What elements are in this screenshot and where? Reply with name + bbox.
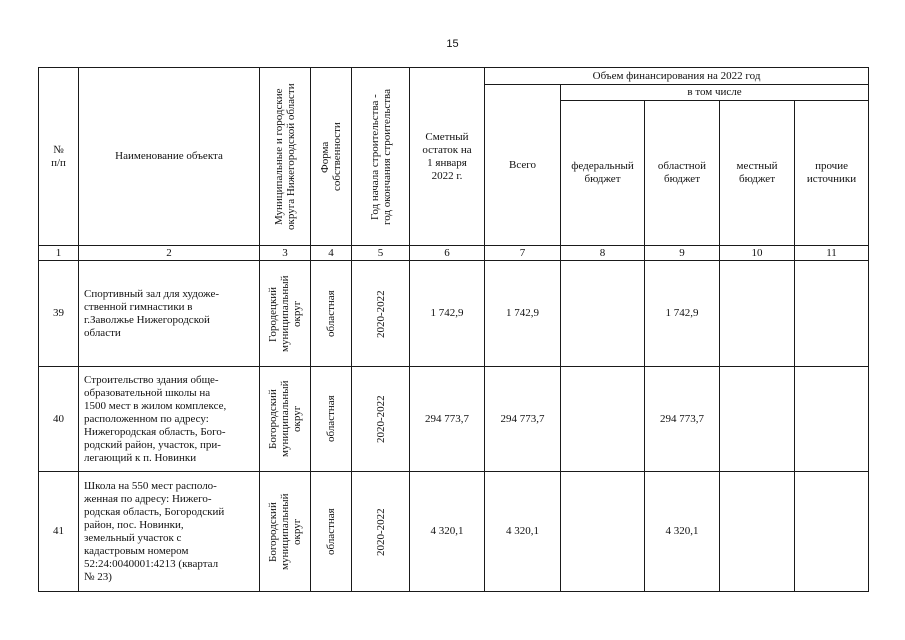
municipality: Богородский муниципальный округ (260, 472, 311, 592)
column-number: 4 (311, 246, 352, 261)
header-col-num: № п/п (39, 68, 79, 246)
header-col-federal: федеральный бюджет (561, 101, 645, 246)
column-number-row (39, 246, 869, 261)
header-col-municipality: Муниципальные и городские округа Нижегородской области (260, 68, 311, 246)
column-number: 2 (79, 246, 260, 261)
funding-table (38, 67, 869, 592)
column-number: 11 (795, 246, 869, 261)
ownership: областная (311, 472, 352, 592)
row-number: 39 (39, 261, 79, 367)
column-number: 9 (645, 246, 720, 261)
header-col-balance: Сметный остаток на 1 января 2022 г. (410, 68, 485, 246)
funding-other (795, 367, 869, 472)
ownership: областная (311, 261, 352, 367)
header-funding-title: Объем финансирования на 2022 год (485, 68, 869, 85)
page-number: 15 (446, 38, 459, 50)
funding-federal (561, 367, 645, 472)
years: 2020-2022 (352, 472, 410, 592)
column-number: 5 (352, 246, 410, 261)
estimated-balance: 4 320,1 (410, 472, 485, 592)
column-number: 3 (260, 246, 311, 261)
column-number: 7 (485, 246, 561, 261)
funding-regional: 294 773,7 (645, 367, 720, 472)
funding-federal (561, 261, 645, 367)
municipality: Городецкий муниципальный округ (260, 261, 311, 367)
funding-total: 1 742,9 (485, 261, 561, 367)
column-number: 1 (39, 246, 79, 261)
row-number: 41 (39, 472, 79, 592)
header-col-name: Наименование объекта (79, 68, 260, 246)
table-row (39, 367, 869, 472)
estimated-balance: 1 742,9 (410, 261, 485, 367)
funding-total: 4 320,1 (485, 472, 561, 592)
funding-total: 294 773,7 (485, 367, 561, 472)
table-row (39, 261, 869, 367)
funding-regional: 4 320,1 (645, 472, 720, 592)
years: 2020-2022 (352, 367, 410, 472)
estimated-balance: 294 773,7 (410, 367, 485, 472)
header-col-local: местный бюджет (720, 101, 795, 246)
header-including: в том числе (561, 85, 869, 101)
funding-other (795, 261, 869, 367)
header-col-years: Год начала строительства - год окончания строительства (352, 68, 410, 246)
funding-federal (561, 472, 645, 592)
table-row (39, 472, 869, 592)
funding-local (720, 261, 795, 367)
years: 2020-2022 (352, 261, 410, 367)
header-col-ownership: Форма собственности (311, 68, 352, 246)
municipality: Богородский муниципальный округ (260, 367, 311, 472)
row-number: 40 (39, 367, 79, 472)
funding-other (795, 472, 869, 592)
column-number: 10 (720, 246, 795, 261)
funding-regional: 1 742,9 (645, 261, 720, 367)
object-name: Спортивный зал для художе- ственной гимнастики в г.Заволжье Нижегородской области (79, 261, 260, 367)
column-number: 6 (410, 246, 485, 261)
column-number: 8 (561, 246, 645, 261)
header-col-other: прочие источники (795, 101, 869, 246)
funding-local (720, 367, 795, 472)
header-col-total: Всего (485, 85, 561, 246)
object-name: Строительство здания обще- образовательной школы на 1500 мест в жилом комплексе, расположенном по адресу: Нижегородская область, Бого- родский район, участок, при- легающий к п. Новинки (79, 367, 260, 472)
funding-local (720, 472, 795, 592)
header-col-regional: областной бюджет (645, 101, 720, 246)
ownership: областная (311, 367, 352, 472)
object-name: Школа на 550 мест располо- женная по адресу: Нижего- родская область, Богородский район, пос. Новинки, земельный участок с кадастровым номером 52:24:0040001:4213 (квартал № 23) (79, 472, 260, 592)
